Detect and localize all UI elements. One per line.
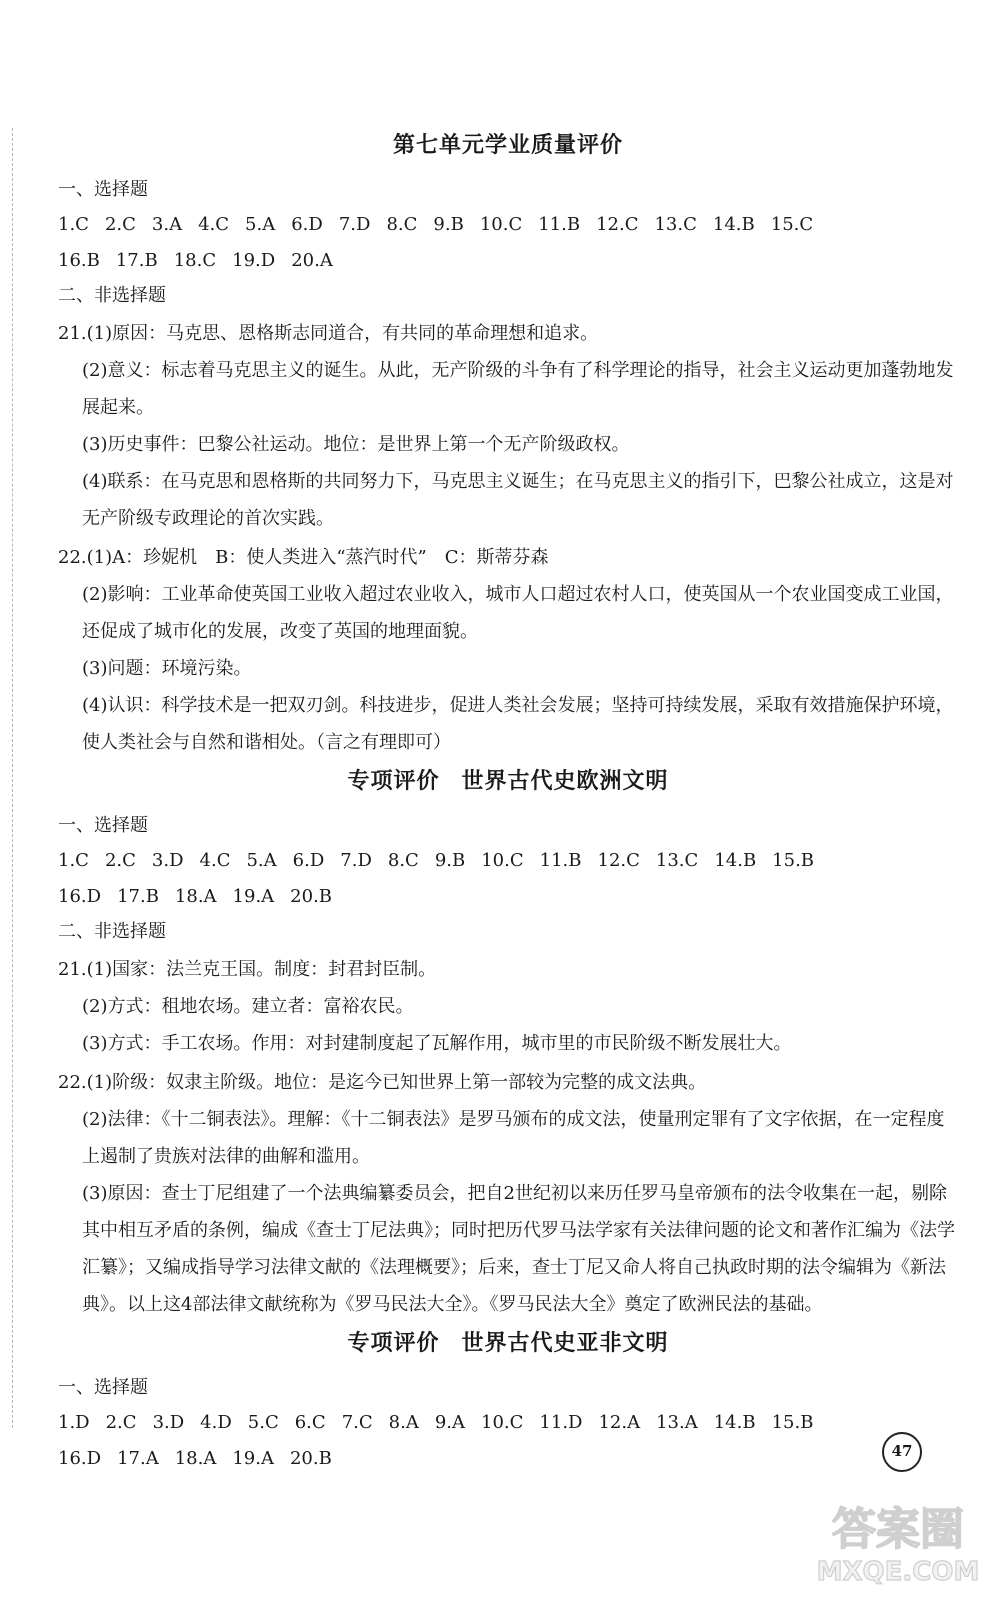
answer-row <box>58 843 958 879</box>
answer-item: 1.C <box>58 214 89 235</box>
nonchoice-heading: 二、非选择题 <box>58 921 166 942</box>
answer-item: 18.C <box>173 250 217 271</box>
nonchoice-heading: 二、非选择题 <box>58 285 166 306</box>
answer-item: 17.B <box>117 886 159 907</box>
answer-paragraph: 22.(1)A：珍妮机 B：使人类进入“蒸汽时代” C：斯蒂芬森 <box>58 547 549 568</box>
answer-item: 20.B <box>290 886 333 907</box>
answer-item: 2.C <box>104 850 136 871</box>
answer-item: 19.A <box>232 886 275 907</box>
answer-item: 5.C <box>247 1412 279 1433</box>
answer-item: 12.C <box>597 850 640 871</box>
answer-item: 11.B <box>539 850 582 871</box>
answer-paragraph: (2)影响：工业革命使英国工业收入超过农业收入，城市人口超过农村人口，使英国从一个农业国变成工业国，还促成了城市化的发展，改变了英国的地理面貌。 <box>82 584 954 642</box>
choice-heading: 一、选择题 <box>58 179 148 200</box>
answer-item: 10.C <box>481 850 524 871</box>
answer-item: 11.D <box>539 1412 583 1433</box>
answer-item: 8.A <box>388 1412 419 1433</box>
answer-paragraph: (4)认识：科学技术是一把双刃剑。科技进步，促进人类社会发展；坚持可持续发展，采取有效措施保护环境，使人类社会与自然和谐相处。（言之有理即可） <box>82 695 954 753</box>
svg-text:答案圈: 答案圈 <box>832 1504 964 1555</box>
section-title-part: 世界古代史欧洲文明 <box>461 769 669 794</box>
answer-item: 13.A <box>656 1412 698 1433</box>
answer-paragraph: (3)原因：查士丁尼组建了一个法典编纂委员会，把自2世纪初以来历任罗马皇帝颁布的法令收集在一起，剔除其中相互矛盾的条例，编成《查士丁尼法典》；同时把历代罗马法学家有关法律问题的论文和著作汇编为《法学汇纂》；又编成指导学习法律文献的《法理概要》；后来，查士丁尼又命人将自己执政时期的法令编辑为《新法典》。以上这4部法律文献统称为《罗马民法大全》。《罗马民法大全》奠定了欧洲民法的基础。 <box>82 1183 955 1315</box>
answer-item: 6.D <box>292 850 325 871</box>
answer-item: 10.C <box>479 214 523 235</box>
binding-margin-line <box>12 128 13 1428</box>
answer-item: 18.A <box>174 1448 217 1469</box>
answer-item: 5.A <box>246 850 277 871</box>
answer-item: 3.A <box>151 214 183 235</box>
section-title-asia-africa <box>58 1327 958 1361</box>
answer-paragraph: (3)方式：手工农场。作用：对封建制度起了瓦解作用，城市里的市民阶级不断发展壮大。 <box>82 1033 792 1054</box>
answer-item: 12.A <box>598 1412 641 1433</box>
answer-row <box>58 1405 958 1441</box>
answer-item: 11.B <box>538 214 581 235</box>
answer-row <box>58 879 958 915</box>
answer-item: 15.B <box>772 850 815 871</box>
answer-paragraph: (2)法律：《十二铜表法》。理解：《十二铜表法》是罗马颁布的成文法，使量刑定罪有了文字依据，在一定程度上遏制了贵族对法律的曲解和滥用。 <box>82 1109 945 1167</box>
answer-paragraph: 21.(1)原因：马克思、恩格斯志同道合，有共同的革命理想和追求。 <box>58 323 599 344</box>
answer-item: 1.C <box>58 850 89 871</box>
answer-item: 9.B <box>433 214 464 235</box>
section-title-part: 专项评价 <box>347 1331 440 1356</box>
answer-item: 17.B <box>115 250 158 271</box>
answer-paragraph: (2)意义：标志着马克思主义的诞生。从此，无产阶级的斗争有了科学理论的指导，社会主义运动更加蓬勃地发展起来。 <box>82 360 954 418</box>
watermark-logo <box>808 1492 988 1592</box>
answer-item: 13.C <box>654 214 697 235</box>
answer-paragraph: (3)问题：环境污染。 <box>82 658 252 679</box>
answer-paragraph: (3)历史事件：巴黎公社运动。地位：是世界上第一个无产阶级政权。 <box>82 434 630 455</box>
answer-item: 8.C <box>386 214 418 235</box>
answer-item: 8.C <box>387 850 419 871</box>
answer-item: 19.A <box>232 1448 274 1469</box>
answer-item: 9.B <box>434 850 466 871</box>
answer-item: 10.C <box>481 1412 524 1433</box>
answer-item: 2.C <box>105 1412 137 1433</box>
answer-item: 6.D <box>291 214 323 235</box>
answer-row <box>58 207 958 243</box>
answer-item: 16.D <box>58 1448 102 1469</box>
section-title-part: 专项评价 <box>347 769 440 794</box>
answer-paragraph: (2)方式：租地农场。建立者：富裕农民。 <box>82 996 414 1017</box>
answer-paragraph: (4)联系：在马克思和恩格斯的共同努力下，马克思主义诞生；在马克思主义的指引下，巴黎公社成立，这是对无产阶级专政理论的首次实践。 <box>82 471 954 529</box>
answer-item: 20.B <box>289 1448 332 1469</box>
section-title-part: 世界古代史亚非文明 <box>461 1331 669 1356</box>
answer-item: 4.C <box>199 850 231 871</box>
answer-item: 16.D <box>58 886 102 907</box>
answer-item: 19.D <box>232 250 276 271</box>
answer-item: 20.A <box>291 250 333 271</box>
answer-item: 14.B <box>712 214 755 235</box>
answer-item: 2.C <box>104 214 136 235</box>
section-title-unit7: 第七单元学业质量评价 <box>392 133 623 158</box>
answer-paragraph: 21.(1)国家：法兰克王国。制度：封君封臣制。 <box>58 959 437 980</box>
section-title-europe <box>58 765 958 799</box>
answer-item: 6.C <box>294 1412 326 1433</box>
answer-item: 12.C <box>596 214 639 235</box>
answer-item: 7.C <box>341 1412 373 1433</box>
answer-paragraph: 22.(1)阶级：奴隶主阶级。地位：是迄今已知世界上第一部较为完整的成文法典。 <box>58 1072 707 1093</box>
answer-item: 15.B <box>771 1412 814 1433</box>
answer-item: 7.D <box>338 214 371 235</box>
answer-item: 13.C <box>655 850 699 871</box>
answer-item: 4.C <box>198 214 230 235</box>
answer-item: 3.D <box>152 1412 185 1433</box>
answer-item: 14.B <box>714 850 757 871</box>
answer-page <box>58 125 958 1477</box>
answer-item: 4.D <box>200 1412 232 1433</box>
answer-row <box>58 1441 958 1477</box>
answer-item: 3.D <box>151 850 184 871</box>
answer-item: 18.A <box>174 886 217 907</box>
choice-heading: 一、选择题 <box>58 1377 148 1398</box>
answer-item: 14.B <box>713 1412 756 1433</box>
answer-row <box>58 243 958 279</box>
answer-item: 7.D <box>340 850 372 871</box>
answer-item: 9.A <box>434 1412 466 1433</box>
svg-text:MXQE.COM: MXQE.COM <box>816 1557 980 1587</box>
choice-heading: 一、选择题 <box>58 815 148 836</box>
answer-item: 16.B <box>58 250 100 271</box>
page-number: 47 <box>882 1432 922 1472</box>
answer-item: 15.C <box>770 214 814 235</box>
answer-item: 1.D <box>58 1412 90 1433</box>
answer-item: 17.A <box>117 1448 159 1469</box>
answer-item: 5.A <box>245 214 276 235</box>
